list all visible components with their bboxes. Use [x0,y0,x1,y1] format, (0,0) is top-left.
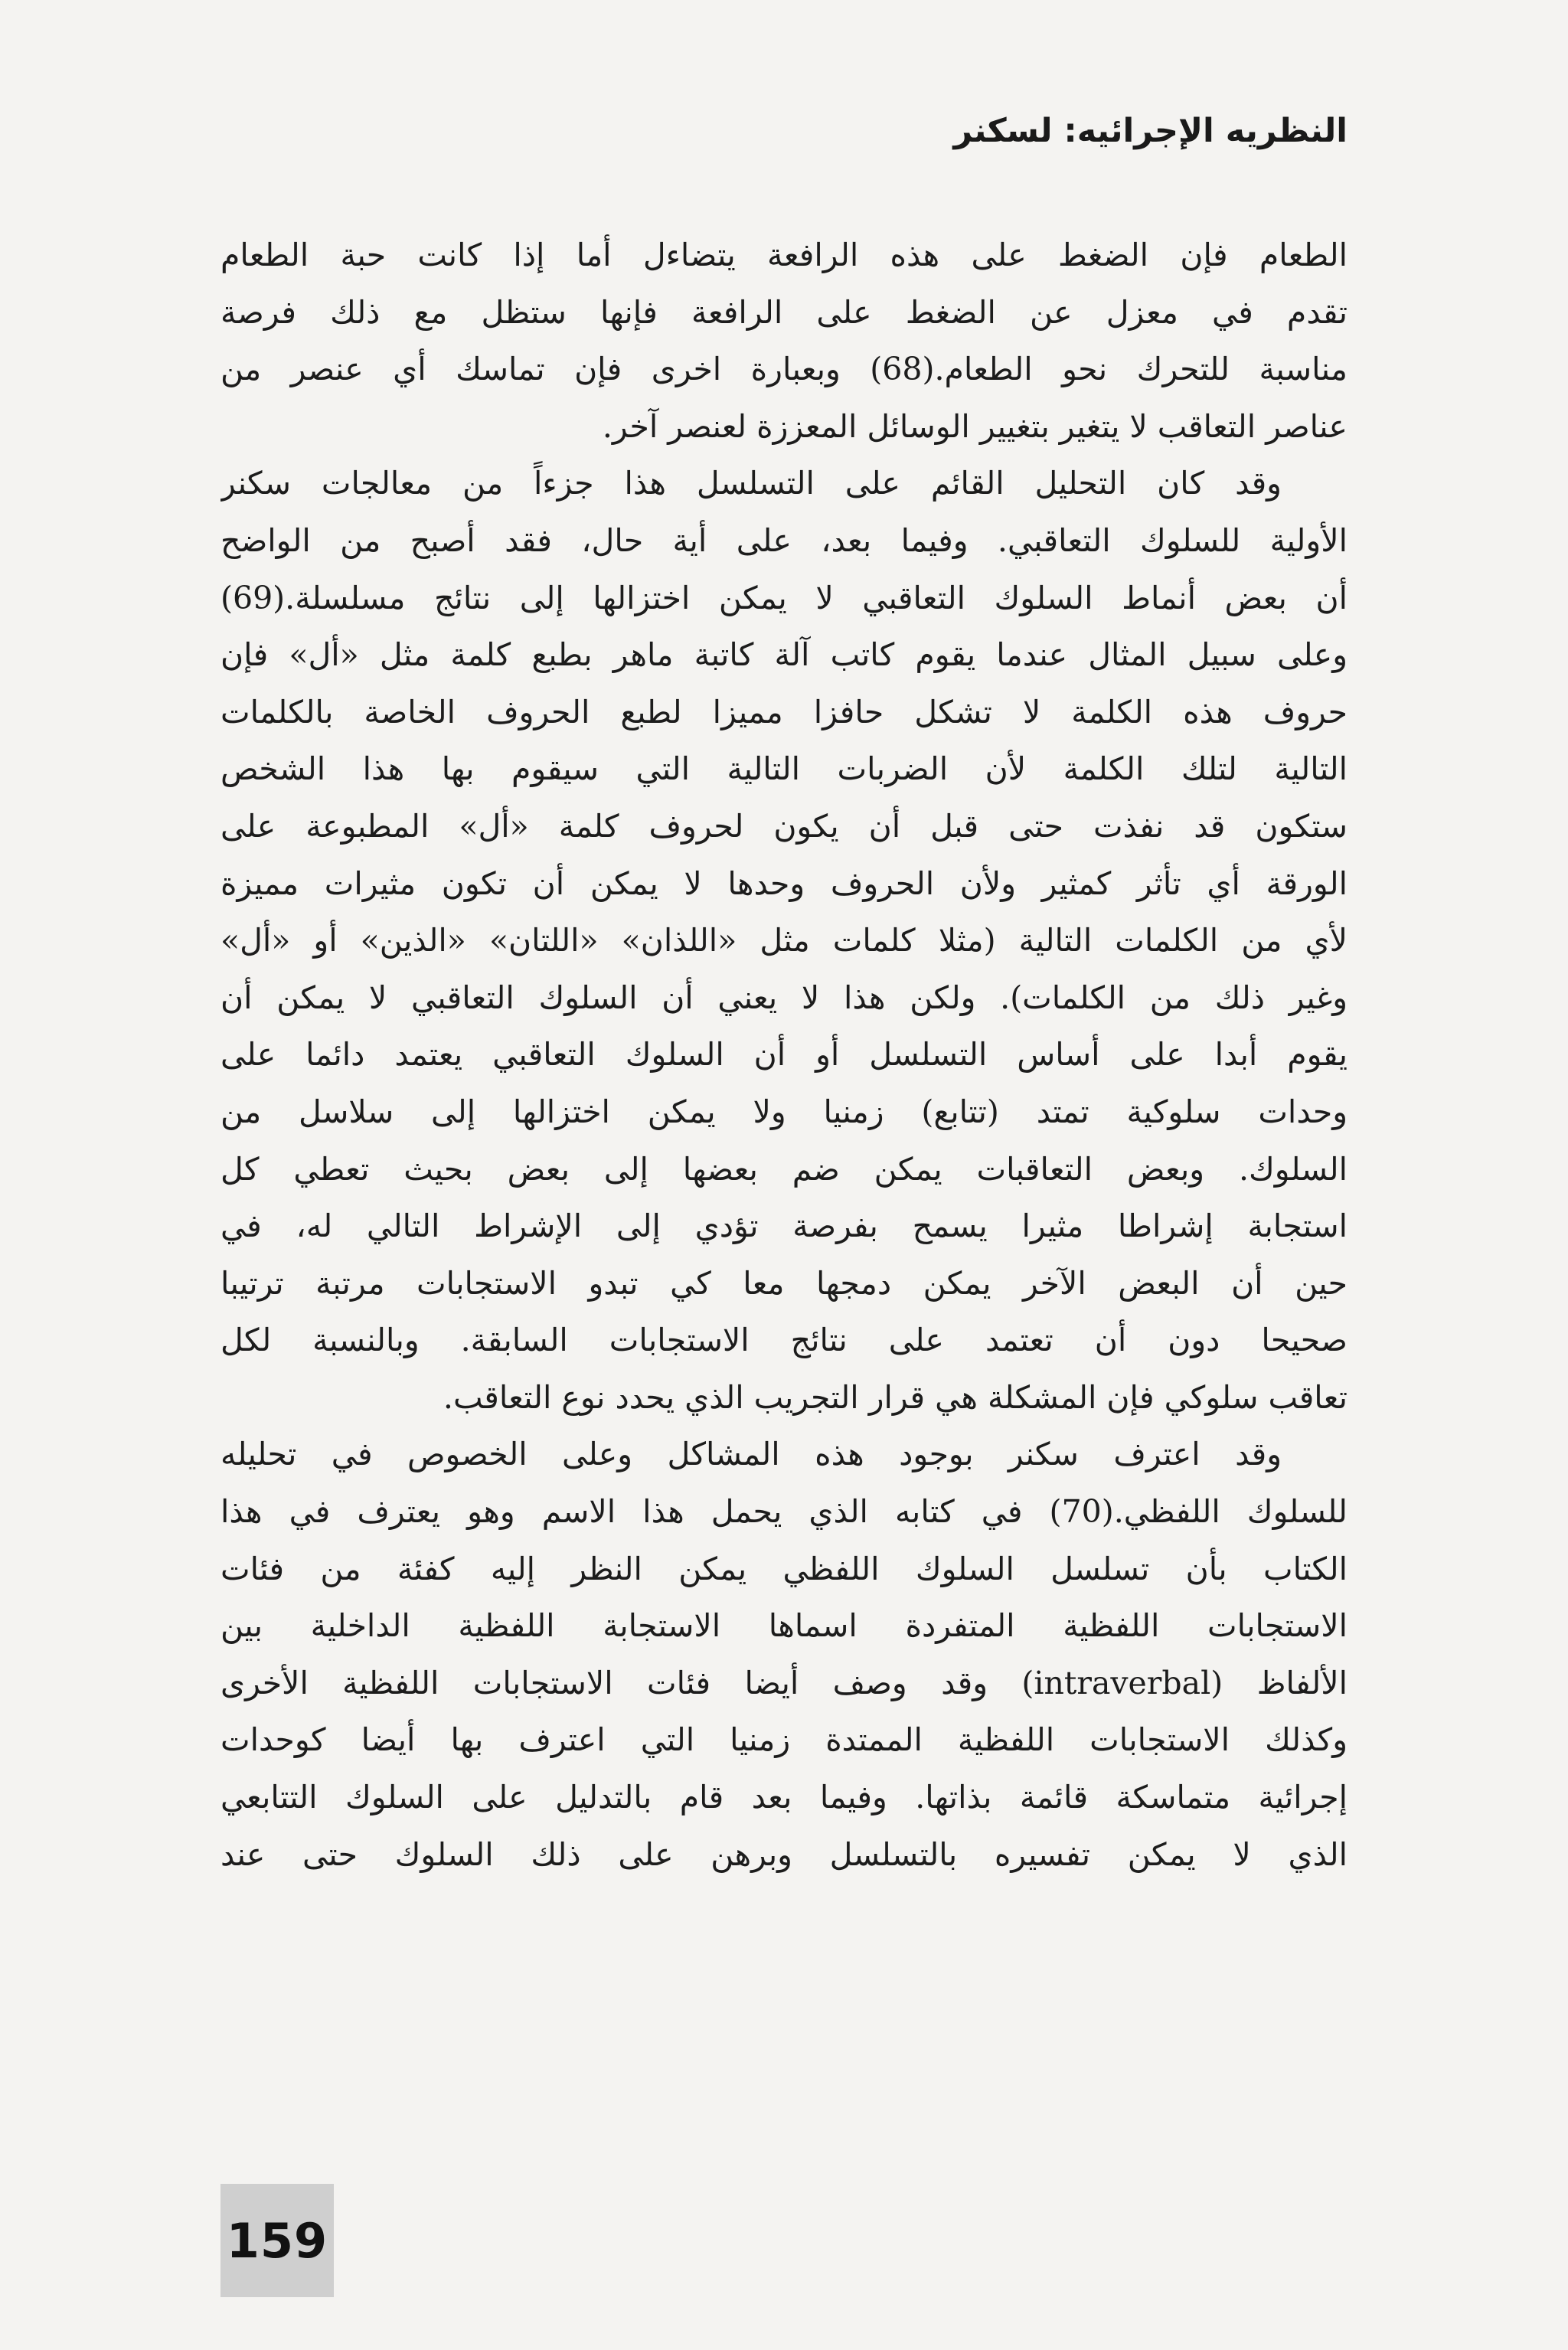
text-line: لأي من الكلمات التالية (مثلا كلمات مثل «اللذان» «اللتان» «الذين» أو «أل» [220,922,1348,959]
text-line: حروف هذه الكلمة لا تشكل حافزا مميزا لطبع الحروف الخاصة بالكلمات [220,693,1348,730]
text-line: أن بعض أنماط السلوك التعاقبي لا يمكن اختزالها إلى نتائج مسلسلة.(69) [220,579,1348,616]
page-number: 159 [226,2212,328,2269]
text-line: استجابة إشراطا مثيرا يسمح بفرصة تؤدي إلى الإشراط التالي له، في [220,1208,1348,1245]
text-line: الورقة أي تأثر كمثير ولأن الحروف وحدها لا يمكن أن تكون مثيرات مميزة [220,864,1348,902]
text-line: إجرائية متماسكة قائمة بذاتها. وفيما بعد قام بالتدليل على السلوك التتابعي [220,1779,1348,1816]
text-line: وحدات سلوكية تمتد (تتابع) زمنيا ولا يمكن اختزالها إلى سلاسل من [220,1093,1348,1130]
text-line: الكتاب بأن تسلسل السلوك اللفظي يمكن النظر إليه كفئة من فئات [220,1550,1348,1587]
text-line: مناسبة للتحرك نحو الطعام.(68) وبعبارة اخرى فإن تماسك أي عنصر من [220,351,1348,388]
text-line: تعاقب سلوكي فإن المشكلة هي قرار التجريب الذي يحدد نوع التعاقب. [443,1378,1348,1416]
text-line: الأولية للسلوك التعاقبي. وفيما بعد، على أية حال، فقد أصبح من الواضح [220,521,1348,559]
text-line: صحيحا دون أن تعتمد على نتائج الاستجابات السابقة. وبالنسبة لكل [220,1322,1348,1359]
text-line: التالية لتلك الكلمة لأن الضربات التالية التي سيقوم بها هذا الشخص [220,750,1348,788]
text-line: وقد اعترف سكنر بوجود هذه المشاكل وعلى الخصوص في تحليله [220,1436,1282,1473]
text-line: الذي لا يمكن تفسيره بالتسلسل وبرهن على ذلك السلوك حتى عند [220,1835,1348,1873]
text-line: عناصر التعاقب لا يتغير بتغيير الوسائل المعززة لعنصر آخر. [602,407,1348,445]
text-line: وغير ذلك من الكلمات). ولكن هذا لا يعني أن السلوك التعاقبي لا يمكن أن [220,979,1348,1016]
text-line: للسلوك اللفظي.(70) في كتابه الذي يحمل هذا الاسم وهو يعترف في هذا [220,1493,1348,1531]
text-line: وقد كان التحليل القائم على التسلسل هذا جزءاً من معالجات سكنر [220,465,1282,502]
page-body [220,227,1348,1883]
text-line: حين أن البعض الآخر يمكن دمجها معا كي تبدو الاستجابات مرتبة ترتيبا [220,1264,1348,1302]
running-title: النظريه الإجرائيه: لسكنر [953,112,1348,150]
text-line: وكذلك الاستجابات اللفظية الممتدة زمنيا التي اعترف بها أيضا كوحدات [220,1721,1348,1759]
text-line: وعلى سبيل المثال عندما يقوم كاتب آلة كاتبة ماهر بطبع كلمة مثل «أل» فإن [220,636,1348,674]
text-line: ستكون قد نفذت حتى قبل أن يكون لحروف كلمة «أل» المطبوعة على [220,807,1348,845]
text-line: الألفاظ (intraverbal) وقد وصف أيضا فئات الاستجابات اللفظية الأخرى [220,1664,1348,1701]
text-line: الاستجابات اللفظية المتفردة اسماها الاستجابة اللفظية الداخلية بين [220,1607,1348,1645]
page-number-box [220,2184,334,2297]
text-line: السلوك. وبعض التعاقبات يمكن ضم بعضها إلى بعض بحيث تعطي كل [220,1150,1348,1188]
text-line: الطعام فإن الضغط على هذه الرافعة يتضاءل أما إذا كانت حبة الطعام [220,237,1348,273]
text-line: تقدم في معزل عن الضغط على الرافعة فإنها ستظل مع ذلك فرصة [220,293,1348,331]
text-line: يقوم أبدا على أساس التسلسل أو أن السلوك التعاقبي يعتمد دائما على [220,1036,1348,1074]
